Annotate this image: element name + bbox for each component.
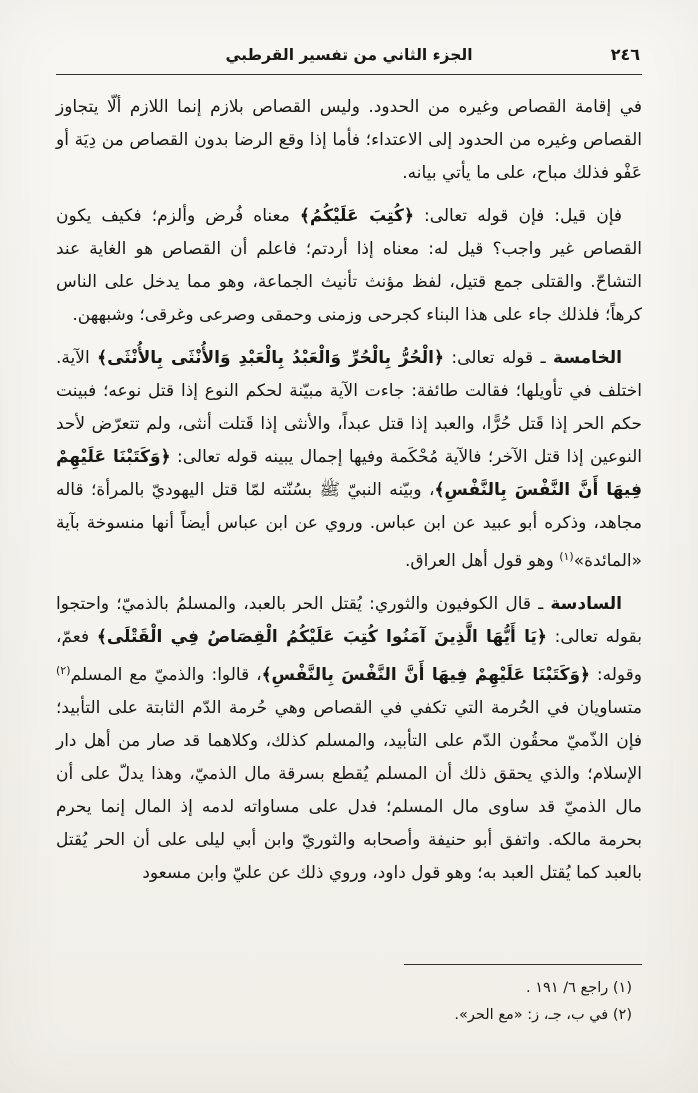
footnote — [56, 1002, 642, 1029]
body-text-run: ، قالوا: والذميّ مع المسلم — [70, 665, 262, 685]
quran-quote: ﴿الْحُرُّ بِالْحُرِّ وَالْعَبْدُ بِالْعَبْدِ وَالأُنْثَى بِالأُنْثَى﴾ — [97, 348, 444, 368]
body-text-run: معناه فُرض وألزم؛ فكيف يكون القصاص غير واجب؟ قيل له: معناه إذا أردتم؛ فاعلم أن القصاص هو الغاية عند التشاحّ. والقتلى جمع قتيل، لفظ مؤنث تأنيث الجماعة، وهو مما يدخل على الناس كرهاً؛ فلذلك جاء على هذا البناء كجرحى وزمنى وحمقى وصرعى وغرقى؛ وشبههن. — [56, 206, 642, 325]
page-header — [56, 42, 642, 68]
footnote-list — [56, 975, 642, 1029]
quran-quote: ﴿وَكَتَبْنَا عَلَيْهِمْ فِيهَا أَنَّ النَّفْسَ بِالنَّفْسِ﴾ — [261, 665, 590, 685]
paragraph — [56, 91, 642, 190]
footnote-text: في ب، جـ، ز: «مع الحر». — [454, 1007, 609, 1023]
footnote-divider — [404, 964, 642, 965]
body-text-run: وهو قول أهل العراق. — [405, 551, 560, 571]
footnote-text: راجع ٦/ ١٩١ . — [526, 980, 609, 996]
footnote-ref: (٢) — [56, 664, 71, 677]
body-text-run: الآية. اختلف في تأويلها؛ فقالت طائفة: جاءت الآية مبيّنة لحكم النوع إذا قتل نوعه؛ فبينت حكم الحر إذا قَتل حُرًّا، والعبد إذا قتل عبداً، والأنثى إذا قَتلت أنثى، ولم تتعرّض لأحد النوعين إذا قتل الآخر؛ فالآية مُحْكَمة وفيها إجمال يبينه قوله تعالى: — [56, 348, 642, 467]
footnote-marker: (١) — [608, 980, 632, 996]
body-text-run: ـ قوله تعالى: — [443, 348, 554, 368]
header-title: الجزء الثاني من تفسير القرطبي — [225, 46, 473, 64]
body-text-run: ، وبيّنه النبيّ ﷺ بسُنّته لمّا قتل اليهوديّ بالمرأة؛ قاله مجاهد، وذكره أبو عبيد عن ابن عباس. وروي عن ابن عباس أيضاً أنها منسوخة بآية «المائدة» — [56, 480, 642, 571]
page-body — [56, 91, 642, 890]
body-text-run: ـ قال الكوفيون والثوري: يُقتل الحر بالعبد، والمسلمُ بالذميّ؛ واحتجوا بقوله تعالى: — [56, 594, 642, 647]
footnotes-section — [56, 964, 642, 1029]
footnote-marker: (٢) — [608, 1007, 632, 1023]
body-text-run: متساويان في الحُرمة التي تكفي في القصاص وهي حُرمة الدّم الثابتة على التأبيد؛ فإن الذّميّ محقُون الدّم على التأبيد، والمسلم كذلك، وكلاهما قد صار من أهل دار الإسلام؛ والذي يحقق ذلك أن المسلم يُقطع بسرقة مال الذميّ، وهذا يدلّ على أن مال الذميّ قد ساوى مال المسلم؛ فدل على مساواته لدمه إذ المال إنما يحرم بحرمة مالكه. واتفق أبو حنيفة وأصحابه والثوريّ وابن أبي ليلى على أن الحر يُقتل بالعبد كما يُقتل العبد به؛ وهو قول داود، وروي ذلك عن عليّ وابن مسعود — [56, 698, 642, 883]
page-number: ٢٤٦ — [610, 45, 640, 64]
header-rule — [56, 74, 642, 75]
body-text-run: فعمّ، وقوله: — [56, 627, 643, 685]
section-heading: السادسة — [550, 594, 622, 614]
body-text-run: فإن قيل: فإن قوله تعالى: — [413, 206, 623, 226]
body-text-run: في إقامة القصاص وغيره من الحدود. وليس القصاص بلازم إنما اللازم ألّا يتجاوز القصاص وغيره من الحدود إلى الاعتداء؛ فأما إذا وقع الرضا بدون القصاص من دِيَة أو عَفْو فذلك مباح، على ما يأتي بيانه. — [56, 97, 642, 183]
footnote-ref: (١) — [559, 550, 574, 563]
section-heading: الخامسة — [553, 348, 622, 368]
quran-quote: ﴿يَا أَيُّهَا الَّذِينَ آمَنُوا كُتِبَ عَلَيْكُمُ الْقِصَاصُ فِي الْقَتْلَى﴾ — [96, 627, 547, 647]
footnote — [56, 975, 642, 1002]
quran-quote: ﴿كُتِبَ عَلَيْكُمُ﴾ — [299, 206, 414, 226]
quran-quote: ﴿وَكَتَبْنَا عَلَيْهِمْ فِيهَا أَنَّ النَّفْسَ بِالنَّفْسِ﴾ — [56, 447, 642, 500]
paragraph — [56, 588, 642, 890]
paragraph — [56, 200, 642, 332]
paragraph — [56, 342, 642, 578]
